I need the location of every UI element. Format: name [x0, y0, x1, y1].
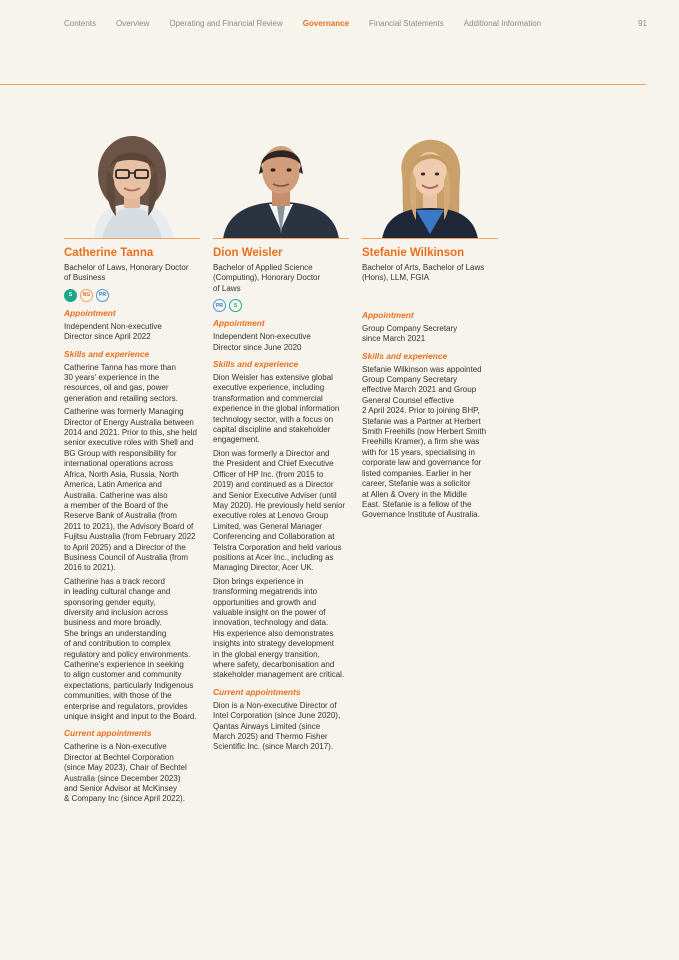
director-qualifications: Bachelor of Applied Science (Computing), Honorary Doctor of Laws	[213, 263, 321, 293]
committee-badge-sustainability: S	[64, 289, 77, 302]
appointment-text: Group Company Secretary since March 2021	[362, 323, 458, 344]
committee-badge-nomination-governance: NG	[80, 289, 93, 302]
top-navigation	[64, 17, 647, 29]
current-appointments-text: Dion is a Non-executive Director of Intel Corporation (since June 2020), Qantas Airways Limited (since March 2025) and Thermo Fisher Scientific Inc. (since March 2017).	[213, 700, 341, 752]
nav-operating-financial-review[interactable]: Operating and Financial Review	[169, 18, 283, 28]
skills-heading: Skills and experience	[213, 359, 299, 370]
appointment-heading: Appointment	[64, 307, 116, 318]
portrait-man-suit-icon	[213, 130, 349, 239]
secretary-name: Stefanie Wilkinson	[362, 247, 465, 259]
director-name: Dion Weisler	[213, 247, 283, 259]
skills-text: Dion Weisler has extensive global executive experience, including transformation and commercial experience in the global information technology sector, with a focus on capital discipline and stakeholder engagement. Dion was formerly a Director and the President and Chief Executive Officer of HP Inc. (from 2015 to 2019) and continued as a Director and Senior Executive Adviser (until May 2020). He previously held senior executive roles at Lenovo Group Limited, was General Manager Conferencing and Collaboration at Telstra Corporation and held various positions at Acer Inc., including as Managing Director, Acer UK. Dion brings experience in transforming megatrends into opportunities and growth and valuable insight on the power of innovation, technology and data. His experience also demonstrates insights into strategy development in the global energy transition, where safety, decarbonisation and stakeholder management are critical.	[213, 373, 346, 680]
secretary-qualifications: Bachelor of Arts, Bachelor of Laws (Hons), LLM, FGIA	[362, 263, 485, 283]
page-number: 91	[638, 18, 647, 28]
current-appointments-heading: Current appointments	[64, 728, 152, 739]
director-profile-catherine-tanna	[64, 130, 204, 805]
nav-contents[interactable]: Contents	[64, 18, 97, 28]
appointment-text: Independent Non-executive Director since April 2022	[64, 321, 162, 342]
director-profile-dion-weisler	[213, 130, 353, 753]
committee-badge-sustainability: S	[229, 299, 242, 312]
director-photo	[213, 130, 349, 239]
portrait-woman-blonde-icon	[362, 130, 498, 239]
skills-heading: Skills and experience	[362, 350, 448, 361]
secretary-profile-stefanie-wilkinson	[362, 130, 502, 521]
appointment-heading: Appointment	[213, 318, 265, 329]
committee-badges	[213, 299, 353, 312]
committee-badges	[64, 289, 204, 302]
director-qualifications: Bachelor of Laws, Honorary Doctor of Business	[64, 263, 189, 283]
skills-heading: Skills and experience	[64, 348, 150, 359]
skills-text: Catherine Tanna has more than 30 years' experience in the resources, oil and gas, power generation and retailing sectors. Catherine was formerly Managing Director of Energy Australia between 2014 and 2021. Prior to this, she held senior executive roles with Shell and BG Group with responsibility for international operations across Africa, North Asia, Russia, North America, Latin America and Australia. Catherine was also a member of the Board of the Reserve Bank of Australia (from 2011 to 2021), the Advisory Board of Fujitsu Australia (from February 2022 to April 2025) and a Director of the Business Council of Australia (from 2016 to 2021). Catherine has a track record in leading cultural change and sponsoring gender equity, diversity and inclusion across business and more broadly. She brings an understanding of and contribution to complex regulatory and policy environments. Catherine's experience in seeking to align customer and community expectations, particularly Indigenous communities, with those of the enterprise and regulators, provides unique insight and input to the Board.	[64, 362, 197, 722]
header-divider	[0, 84, 646, 85]
nav-overview[interactable]: Overview	[116, 18, 150, 28]
appointment-text: Independent Non-executive Director since June 2020	[213, 332, 311, 352]
committee-badge-people-remuneration: PR	[213, 299, 226, 312]
skills-text: Stefanie Wilkinson was appointed Group Company Secretary effective March 2021 and Group General Counsel effective 2 April 2024. Prior to joining BHP, Stefanie was a Partner at Herbert Smith Freehills (now Herbert Smith Freehills Kramer), a firm she was with for 15 years, specialising in corporate law and governance for listed companies. Earlier in her career, Stefanie was a solicitor at Allen & Overy in the Middle East. Stefanie is a fellow of the Governance Institute of Australia.	[362, 364, 487, 520]
nav-additional-information[interactable]: Additional Information	[463, 18, 542, 28]
committee-badge-people-remuneration: PR	[96, 289, 109, 302]
director-photo	[64, 130, 200, 239]
current-appointments-heading: Current appointments	[213, 686, 301, 697]
portrait-woman-glasses-icon	[64, 130, 200, 239]
nav-financial-statements[interactable]: Financial Statements	[369, 18, 444, 28]
director-name: Catherine Tanna	[64, 247, 154, 259]
director-photo	[362, 130, 498, 239]
current-appointments-text: Catherine is a Non-executive Director at Bechtel Corporation (since May 2023), Chair of Bechtel Australia (since December 2023) and Senior Advisor at McKinsey & Company Inc (since April 2022).	[64, 742, 187, 804]
appointment-heading: Appointment	[362, 309, 414, 320]
nav-governance[interactable]: Governance	[302, 18, 350, 28]
